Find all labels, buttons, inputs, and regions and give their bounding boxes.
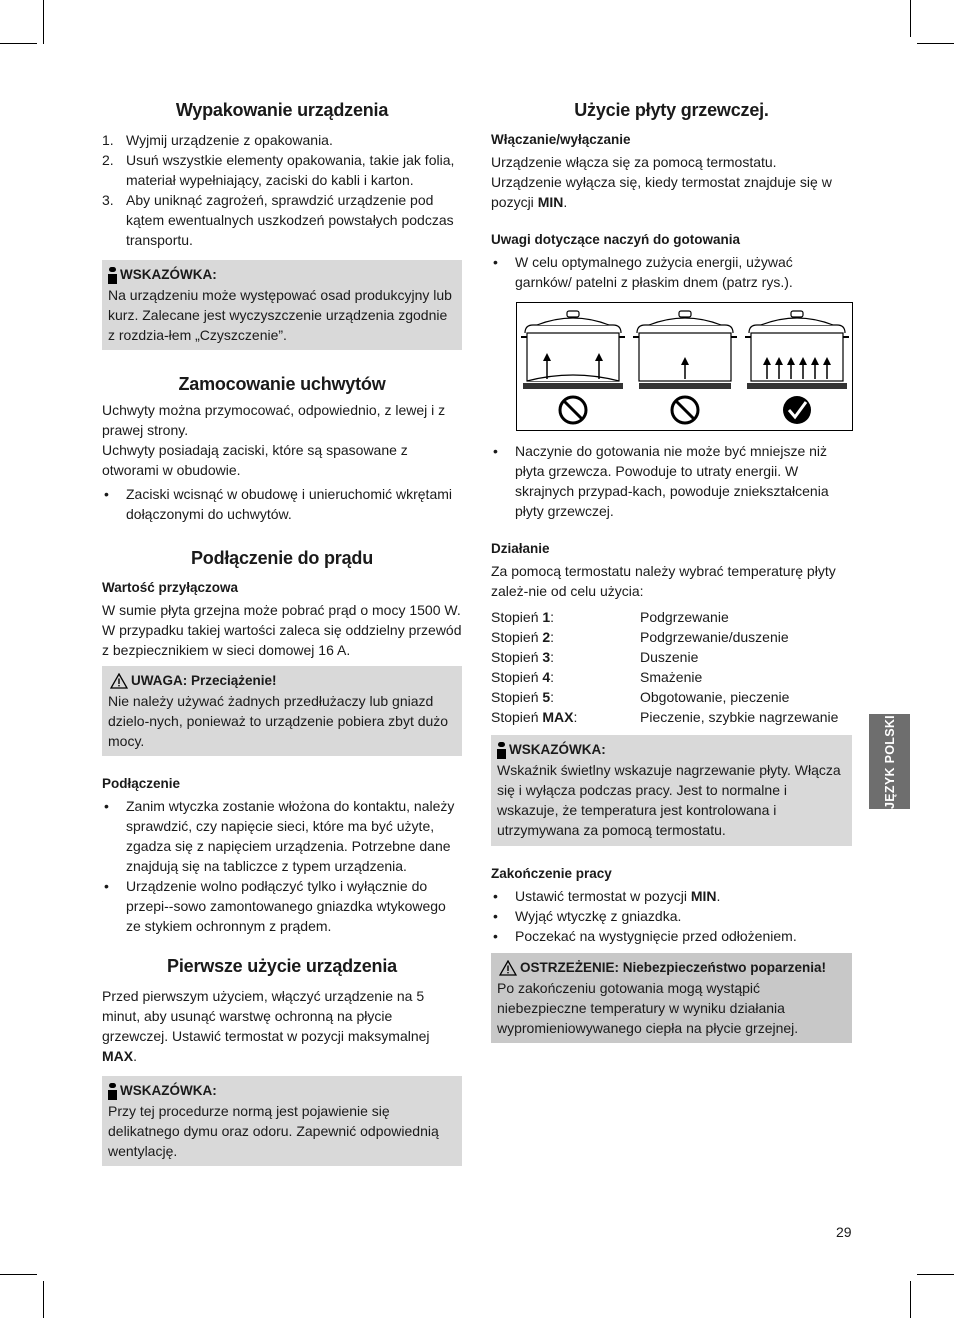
section-title: Użycie płyty grzewczej.: [574, 100, 769, 120]
numbered-list: [102, 130, 462, 250]
list-item: • Ustawić termostat w pozycji MIN.: [493, 888, 721, 904]
item-text: Aby uniknąć zagrożeń, sprawdzić urządzenie pod kątem ewentualnych uszkodzeń powstałych podczas transportu.: [126, 192, 454, 248]
paragraph: Przed pierwszym użyciem, włączyć urządzenie na 5 minut, aby usunąć warstwę ochronną na płycie grzewczej. Ustawić termostat w pozycji maksymalnej MAX.: [102, 988, 430, 1064]
crop-mark: [910, 0, 911, 37]
info-icon: [497, 742, 506, 759]
note-text: Na urządzeniu może występować osad produkcyjny lub kurz. Zalecane jest wyczyszczenie urządzenia zgodnie z rozdzia-łem „Czyszczenie”.: [108, 287, 452, 343]
table-row: Stopień 5: Obgotowanie, pieczenie: [491, 689, 790, 705]
crop-mark: [0, 1274, 37, 1275]
list-item: • W celu optymalnego zużycia energii, używać garnków/ patelni z płaskim dnem (patrz rys.).: [493, 254, 793, 290]
prohibited-icon: [672, 397, 698, 423]
note-box: [102, 1076, 462, 1166]
crop-mark: [917, 43, 954, 44]
paragraph: W sumie płyta grzejna może pobrać prąd o mocy 1500 W.: [102, 602, 461, 618]
cookware-illustration: [517, 303, 852, 430]
right-column: [491, 98, 852, 1043]
note-box: [491, 735, 852, 846]
item-number: 1.: [102, 132, 114, 148]
left-column: [102, 98, 462, 1166]
note-text: Wskaźnik świetlny wskazuje nagrzewanie płyty. Włącza się i wyłącza podczas pracy. Jest to normalne i wskazuje, że temperatura jest kontrolowana i utrzymywana za pomocą termostatu.: [497, 762, 841, 838]
warning-title: UWAGA: Przeciążenie!: [108, 671, 457, 691]
levels-table: [491, 607, 852, 727]
item-number: 2.: [102, 152, 114, 168]
list-item: • Zaciski wcisnąć w obudowę i unieruchomić wkrętami dołączonymi do uchwytów.: [104, 486, 453, 522]
crop-mark: [43, 1281, 44, 1318]
warning-title: OSTRZEŻENIE: Niebezpieczeństwo poparzenia!: [497, 958, 847, 978]
section-title: Podłączenie do prądu: [190, 548, 374, 568]
paragraph: Uchwyty posiadają zaciski, które są spasowane z otworami w obudowie.: [102, 442, 408, 478]
warning-text: Nie należy używać żadnych przedłużaczy lub gniazd dzielo-nych, ponieważ to urządzenie pobiera zbyt dużo mocy.: [108, 693, 449, 749]
check-icon: [783, 396, 811, 424]
section-power: [102, 546, 462, 936]
item-text: Wyjmij urządzenie z opakowania.: [126, 132, 333, 148]
paragraph: Urządzenie włącza się za pomocą termostatu.: [491, 154, 777, 170]
bullet-list: [102, 796, 462, 936]
list-item: • Poczekać na wystygnięcie przed odłożeniem.: [493, 928, 797, 944]
info-icon: [108, 267, 117, 284]
note-box: [102, 260, 462, 350]
subheading: Działanie: [491, 541, 550, 556]
cookware-figure: [516, 302, 853, 431]
table-row: Stopień 4: Smażenie: [491, 669, 703, 685]
paragraph: W przypadku takiej wartości zaleca się oddzielny przewód z bezpiecznikiem w sieci domowej 16 A.: [102, 622, 462, 658]
warning-box: [102, 666, 462, 756]
warning-box: [491, 953, 852, 1043]
subheading: Podłączenie: [102, 776, 181, 791]
bullet-list: [491, 441, 852, 521]
list-item: • Urządzenie wolno podłączyć tylko i wyłącznie do przepi--sowo zamontowanego gniazdka wtykowego ze stykiem ochronnym z prądem.: [104, 878, 446, 934]
list-item: [102, 130, 462, 150]
bullet-list: [491, 252, 852, 292]
paragraph: Za pomocą termostatu należy wybrać temperaturę płyty zależ-nie od celu użycia:: [491, 563, 836, 599]
section-title: Zamocowanie uchwytów: [178, 374, 386, 394]
warning-icon: [499, 960, 517, 976]
subheading: Włączanie/wyłączanie: [491, 132, 631, 147]
list-item: • Wyjąć wtyczkę z gniazdka.: [493, 908, 682, 924]
section-title: Wypakowanie urządzenia: [175, 100, 389, 120]
table-row: Stopień MAX: Pieczenie, szybkie nagrzewanie: [491, 709, 839, 725]
subheading: Uwagi dotyczące naczyń do gotowania: [491, 232, 741, 247]
prohibited-icon: [560, 397, 586, 423]
subheading: Zakończenie pracy: [491, 866, 612, 881]
list-item: [102, 150, 462, 190]
crop-mark: [910, 1281, 911, 1318]
table-row: Stopień 2: Podgrzewanie/duszenie: [491, 629, 789, 645]
paragraph: Uchwyty można przymocować, odpowiednio, z lewej i z prawej strony.: [102, 402, 446, 438]
table-row: Stopień 1: Podgrzewanie: [491, 609, 729, 625]
page-number: 29: [836, 1224, 852, 1240]
section-first-use: [102, 954, 462, 1166]
bullet-list: [491, 886, 852, 946]
note-text: Przy tej procedurze normą jest pojawienie się delikatnego dymu oraz odoru. Zapewnić odpowiednią wentylację.: [108, 1103, 439, 1159]
crop-mark: [43, 0, 44, 44]
item-text: Usuń wszystkie elementy opakowania, takie jak folia, materiał wypełniający, zaciski do kabli i karton.: [126, 152, 455, 188]
note-title: WSKAZÓWKA:: [108, 1081, 457, 1101]
subheading: Wartość przyłączowa: [102, 580, 239, 595]
warning-text: Po zakończeniu gotowania mogą wystąpić niebezpieczne temperatury w wyniku działania wypromieniowywanego ciepła na płycie grzejnej.: [497, 980, 799, 1036]
note-title: WSKAZÓWKA:: [108, 265, 457, 285]
crop-mark: [0, 43, 37, 44]
info-icon: [108, 1083, 117, 1100]
item-number: 3.: [102, 192, 114, 208]
section-handles: [102, 372, 462, 524]
list-item: [102, 190, 462, 250]
paragraph: Urządzenie wyłącza się, kiedy termostat znajduje się w pozycji MIN.: [491, 174, 832, 210]
bullet-list: [102, 484, 462, 524]
warning-icon: [110, 673, 128, 689]
language-tab: [869, 714, 910, 809]
table-row: Stopień 3: Duszenie: [491, 649, 699, 665]
note-title: WSKAZÓWKA:: [497, 740, 847, 760]
section-title: Pierwsze użycie urządzenia: [167, 956, 397, 976]
crop-mark: [917, 1274, 954, 1275]
list-item: • Naczynie do gotowania nie może być mniejsze niż płyta grzewcza. Powoduje to utraty energii. W skrajnych przypad-kach, powoduje zniekształcenia płyty grzewczej.: [493, 443, 829, 519]
list-item: • Zanim wtyczka zostanie włożona do kontaktu, należy sprawdzić, czy napięcie sieci, które ma być użyte, zgadza się z napięciem urządzenia. Potrzebne dane znajdują się na tabliczce z typem urządzenia.: [104, 798, 455, 874]
language-tab-label: JĘZYK POLSKI: [882, 714, 897, 809]
section-unpacking: [102, 98, 462, 350]
